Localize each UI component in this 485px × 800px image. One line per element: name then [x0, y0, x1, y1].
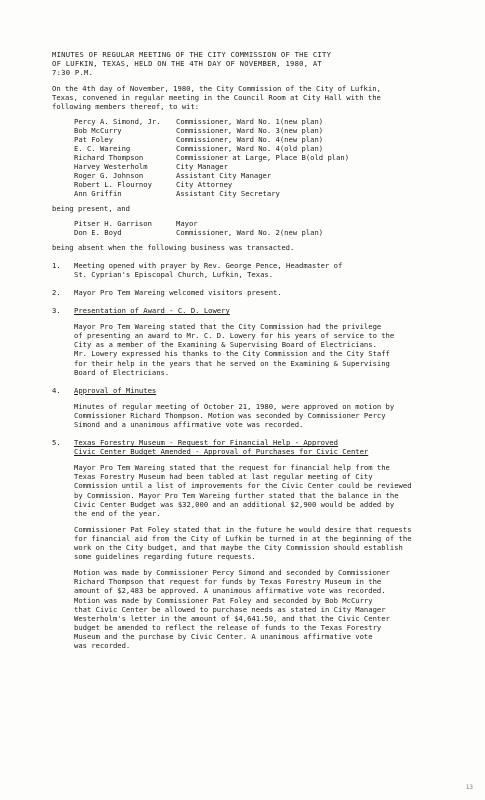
text-line: was recorded. [74, 640, 131, 650]
agenda-item [52, 306, 448, 377]
present-label: being present, and [52, 204, 130, 214]
text-line: Commissioner Pat Foley stated that in the future he would desire that requests [74, 524, 412, 534]
text-line: Board of Electricians. [74, 367, 170, 377]
agenda-item [52, 261, 448, 279]
item-body [74, 306, 448, 377]
text-line: Westerholm's letter in the amount of $4,641.50, and that the Civic Center [74, 613, 390, 623]
text-line: of presenting an award to Mr. C. D. Lowery for his years of service to the [74, 331, 395, 341]
agenda-item [52, 386, 448, 429]
member-row [74, 153, 448, 162]
agenda-item [52, 288, 448, 297]
present-members-list [74, 117, 448, 199]
member-row [74, 144, 448, 153]
text-line: Motion was made by Commissioner Pat Foley and seconded by Bob McCurry [74, 595, 373, 605]
absent-label: being absent when the following business was transacted. [52, 242, 295, 252]
item-number: 2. [52, 287, 61, 297]
text-line: the end of the year. [74, 508, 161, 518]
member-row [74, 162, 448, 171]
member-name: Ann Griffin [74, 189, 122, 199]
minutes-document [52, 50, 448, 650]
text-line: Simond and a unanimous affirmative vote was recorded. [74, 420, 304, 429]
item-number: 1. [52, 260, 61, 270]
member-row [74, 180, 448, 189]
title-line: OF LUFKIN, TEXAS, HELD ON THE 4TH DAY OF NOVEMBER, 1980, AT [52, 59, 323, 69]
text-line: that Civic Center be allowed to purchase needs as stated in City Manager [74, 604, 386, 614]
absent-members-list [74, 219, 448, 237]
member-title: Commissioner, Ward No. 4(new plan) [176, 134, 324, 144]
member-row [74, 135, 448, 144]
member-title: Commissioner, Ward No. 2(new plan) [176, 227, 324, 237]
member-name: Percy A. Simond, Jr. [74, 116, 161, 126]
intro-paragraph [52, 84, 448, 111]
item-body [74, 288, 448, 297]
member-name: E. C. Wareing [74, 143, 131, 153]
member-row [74, 189, 448, 198]
text-line: Mayor Pro Tem Wareing stated that the City Commission had the privilege [74, 322, 382, 332]
agenda-item [52, 438, 448, 650]
member-name: Pat Foley [74, 134, 113, 144]
text-line: On the 4th day of November, 1980, the City Commission of the City of Lufkin, [52, 84, 381, 94]
item-paragraph [74, 525, 448, 561]
member-row [74, 126, 448, 135]
item-heading: Civic Center Budget Amended - Approval of Purchases for Civic Center [74, 447, 369, 457]
member-title: City Manager [176, 162, 228, 172]
member-title: Commissioner, Ward No. 4(old plan) [176, 143, 324, 153]
item-number: 4. [52, 385, 61, 395]
member-row [74, 228, 448, 237]
member-title: Commissioner, Ward No. 3(new plan) [176, 125, 324, 135]
item-paragraph [74, 568, 448, 650]
member-row [74, 117, 448, 126]
text-line: Commissioner Richard Thompson. Motion was seconded by Commissioner Percy [74, 410, 386, 420]
item-body [74, 261, 448, 279]
item-heading: Approval of Minutes [74, 385, 157, 395]
text-line: some guidelines regarding future requests. [74, 552, 256, 562]
member-name: Bob McCurry [74, 125, 122, 135]
member-title: City Attorney [176, 180, 233, 190]
item-paragraph [74, 402, 448, 429]
member-title: Assistant City Secretary [176, 189, 280, 199]
text-line: Texas Forestry Museum had been tabled at last regular meeting of City [74, 472, 373, 482]
text-line: by Commission. Mayor Pro Tem Wareing further stated that the balance in the [74, 490, 399, 500]
item-paragraph [74, 322, 448, 377]
agenda-items [52, 261, 448, 650]
member-name: Robert L. Flournoy [74, 180, 152, 190]
member-name: Harvey Westerholm [74, 162, 148, 172]
text-line: following members thereof, to wit: [52, 102, 200, 112]
member-title: Mayor [176, 218, 198, 228]
text-line: Commission until a list of improvements for the Civic Center could be reviewed [74, 481, 412, 491]
text-line: Museum and the purchase by Civic Center. A unanimous affirmative vote [74, 631, 373, 641]
member-name: Pitser H. Garrison [74, 218, 152, 228]
text-line: Civic Center Budget was $32,000 and an additional $2,900 would be added by [74, 499, 395, 509]
member-title: Assistant City Manager [176, 171, 272, 181]
member-name: Richard Thompson [74, 152, 144, 162]
text-line: for their help in the years that he served on the Examining & Supervising [74, 358, 390, 368]
text-line: City as a member of the Examining & Supervising Board of Electricians. [74, 340, 377, 350]
member-row [74, 219, 448, 228]
title-line: 7:30 P.M. [52, 68, 94, 78]
title-line: MINUTES OF REGULAR MEETING OF THE CITY COMMISSION OF THE CITY [52, 50, 332, 59]
member-title: Commissioner at Large, Place B(old plan) [176, 152, 350, 162]
text-line: for financial aid from the City of Lufkin be turned in at the beginning of the [74, 533, 412, 543]
item-number: 5. [52, 438, 61, 448]
text-line: Texas, convened in regular meeting in the Council Room at City Hall with the [52, 93, 381, 103]
item-heading: Texas Forestry Museum - Request for Financial Help - Approved [74, 438, 338, 448]
item-body [74, 438, 448, 650]
page-corner-mark: 13 [465, 783, 473, 791]
member-row [74, 171, 448, 180]
item-heading: Presentation of Award - C. D. Lowery [74, 306, 230, 316]
text-line: Motion was made by Commissioner Percy Simond and seconded by Commissioner [74, 568, 390, 578]
text-line: Richard Thompson that request for funds by Texas Forestry Museum in the [74, 577, 382, 587]
text-line: amount of $2,483 be approved. A unanimous affirmative vote was recorded. [74, 586, 386, 596]
item-body [74, 386, 448, 429]
text-line: Minutes of regular meeting of October 21, 1980, were approved on motion by [74, 401, 395, 411]
item-number: 3. [52, 306, 61, 316]
text-line: Mr. Lowery expressed his thanks to the City Commission and the City Staff [74, 349, 390, 359]
text-line: Mayor Pro Tem Wareing stated that the request for financial help from the [74, 463, 390, 473]
document-title [52, 50, 448, 77]
text-line: work on the City budget, and that maybe the City Commission should establish [74, 543, 403, 553]
member-name: Don E. Boyd [74, 227, 122, 237]
text-line: St. Cyprian's Episcopal Church, Lufkin, Texas. [74, 269, 274, 279]
member-title: Commissioner, Ward No. 1(new plan) [176, 116, 324, 126]
item-paragraph [74, 463, 448, 518]
text-line: Meeting opened with prayer by Rev. George Pence, Headmaster of [74, 260, 343, 270]
member-name: Roger G. Johnson [74, 171, 144, 181]
text-line: budget be amended to reflect the release of funds to the Texas Forestry [74, 622, 382, 632]
text-line: Mayor Pro Tem Wareing welcomed visitors present. [74, 287, 282, 297]
